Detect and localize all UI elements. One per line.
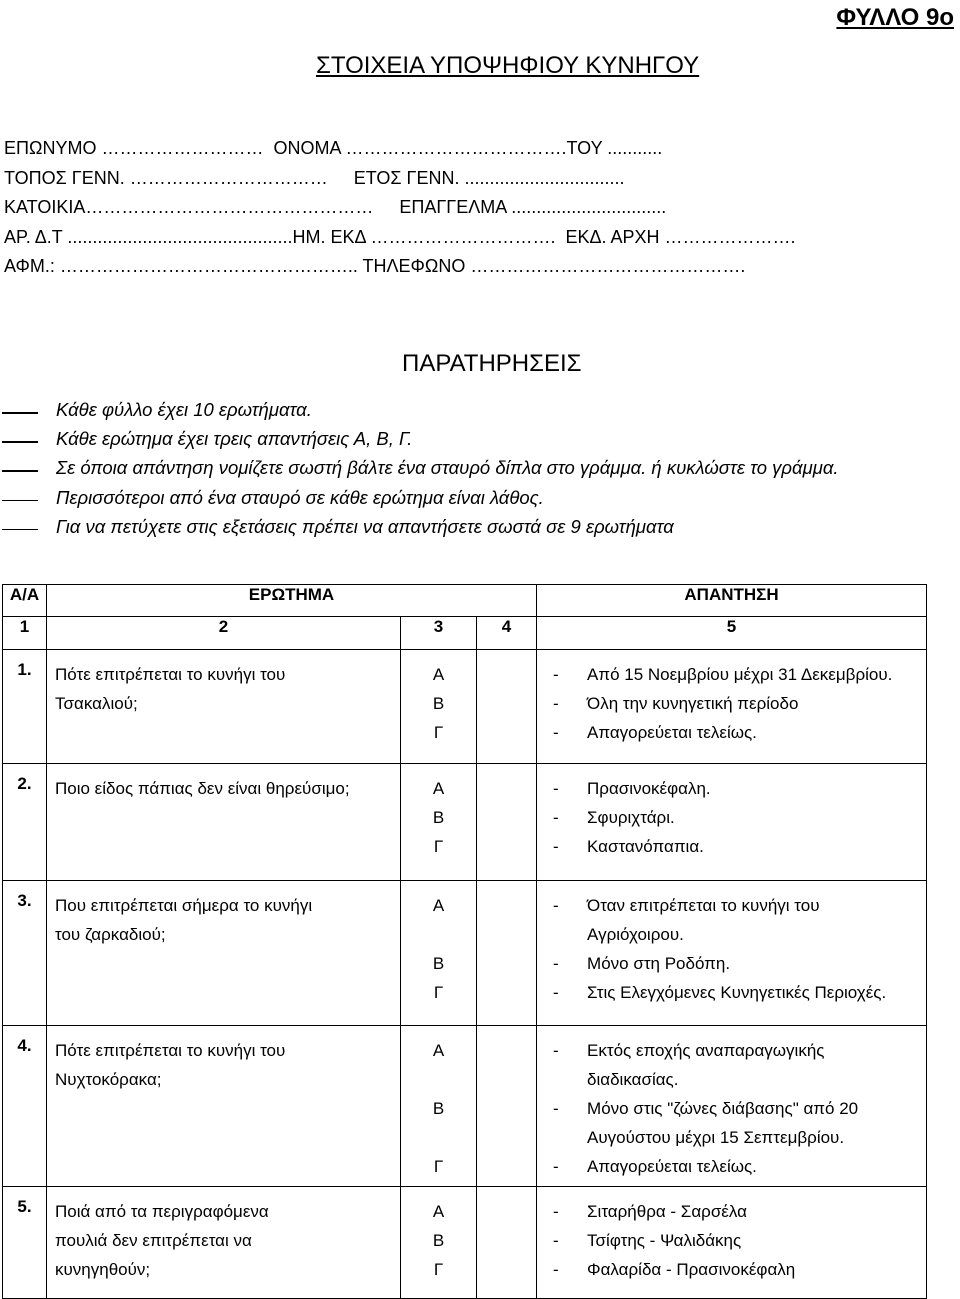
dash-marker: - (553, 837, 559, 856)
answer-text: Αγριόχοιρου. (587, 925, 684, 944)
birthplace-field[interactable]: ΤΟΠΟΣ ΓΕΝΝ. …………………………… (4, 167, 328, 188)
name-field[interactable]: ΟΝΟΜΑ ……………………………….ΤΟΥ ........... (273, 138, 663, 158)
dash-icon (2, 441, 38, 443)
answer-letter[interactable]: Α (432, 896, 445, 915)
question-number: 5. (3, 1187, 47, 1299)
answer-options (537, 881, 927, 1026)
notes-list (0, 398, 960, 544)
tax-phone-field[interactable]: ΑΦΜ.: ………………………………………….. ΤΗΛΕΦΩΝΟ ………………………………………. (4, 256, 746, 276)
answer-option (537, 891, 926, 920)
answer-option (537, 803, 926, 832)
answer-text: Μόνο στη Ροδόπη. (587, 954, 731, 973)
mark-cell[interactable] (477, 881, 537, 1026)
answer-option (537, 718, 926, 747)
dash-marker: - (553, 1041, 559, 1060)
answer-text: Όταν επιτρέπεται το κυνήγι του (587, 896, 820, 915)
answer-letters (401, 1026, 477, 1187)
question-text-line: Πότε επιτρέπεται το κυνήγι του (55, 1041, 286, 1060)
dash-icon (2, 412, 38, 414)
candidate-form (4, 136, 806, 284)
dash-marker: - (553, 1231, 559, 1250)
dash-marker: - (553, 665, 559, 684)
question-text-line: του ζαρκαδιού; (55, 925, 166, 944)
note-item: Περισσότεροι από ένα σταυρό σε κάθε ερώτημα είναι λάθος. (0, 486, 960, 515)
answer-option (537, 774, 926, 803)
answer-option (537, 920, 926, 949)
answer-options (537, 650, 927, 764)
notes-title: ΠΑΡΑΤΗΡΗΣΕΙΣ (402, 350, 582, 377)
col-number: 5 (537, 617, 927, 650)
col-number: 2 (47, 617, 401, 650)
question-number: 1. (3, 650, 47, 764)
answer-letter[interactable]: Β (432, 808, 445, 827)
answer-option (537, 1094, 926, 1123)
answer-option (537, 689, 926, 718)
dash-marker: - (553, 1157, 559, 1176)
question-text-line: Ποιά από τα περιγραφόμενα (55, 1202, 269, 1221)
answer-letter[interactable]: Γ (433, 1157, 444, 1176)
answer-letter[interactable]: Γ (433, 723, 444, 742)
answer-letter[interactable]: Α (432, 1041, 445, 1060)
note-item: Σε όποια απάντηση νομίζετε σωστή βάλτε ένα σταυρό δίπλα στο γράμμα. ή κυκλώστε το γράμμα. (0, 456, 960, 485)
note-item: Κάθε φύλλο έχει 10 ερωτήματα. (0, 398, 960, 427)
table-row (3, 650, 927, 764)
answer-text: Απαγορεύεται τελείως. (587, 723, 757, 742)
answer-letter[interactable]: Α (432, 779, 445, 798)
answer-letters (401, 764, 477, 881)
answer-text: Απαγορεύεται τελείως. (587, 1157, 757, 1176)
question-text (47, 881, 401, 1026)
answer-options (537, 1026, 927, 1187)
questions-table (2, 584, 927, 1299)
note-item: Για να πετύχετε στις εξετάσεις πρέπει να απαντήσετε σωστά σε 9 ερωτήματα (0, 515, 960, 544)
answer-letter[interactable]: Γ (433, 837, 444, 856)
answer-option (537, 978, 926, 1007)
answer-options (537, 764, 927, 881)
question-text-line: Τσακαλιού; (55, 694, 138, 713)
answer-option (537, 1197, 926, 1226)
answer-text: διαδικασίας. (587, 1070, 679, 1089)
answer-text: Φαλαρίδα - Πρασινοκέφαλη (587, 1260, 796, 1279)
question-text-line: Νυχτοκόρακα; (55, 1070, 162, 1089)
answer-letters (401, 881, 477, 1026)
answer-letter[interactable]: Β (432, 1099, 445, 1118)
question-text (47, 1026, 401, 1187)
answer-text: Όλη την κυνηγετική περίοδο (587, 694, 799, 713)
form-line-tax (4, 254, 806, 284)
dash-marker: - (553, 1099, 559, 1118)
table-row (3, 1187, 927, 1299)
form-line-surname (4, 136, 806, 166)
answer-option (537, 660, 926, 689)
answer-option (537, 832, 926, 861)
dash-marker: - (553, 808, 559, 827)
answer-letter[interactable]: Β (432, 954, 445, 973)
answer-text: Πρασινοκέφαλη. (587, 779, 711, 798)
dash-marker: - (553, 694, 559, 713)
answer-letter[interactable] (401, 1123, 476, 1152)
answer-text: Καστανόπαπια. (587, 837, 704, 856)
question-text (47, 764, 401, 881)
answer-text: Αυγούστου μέχρι 15 Σεπτεμβρίου. (587, 1128, 845, 1147)
dash-marker: - (553, 983, 559, 1002)
issuing-authority-field[interactable]: ΕΚΔ. ΑΡΧΗ …………………. (565, 226, 796, 247)
col-number: 4 (477, 617, 537, 650)
surname-field[interactable]: ΕΠΩΝΥΜΟ ……………………… (4, 138, 264, 158)
answer-letters (401, 1187, 477, 1299)
answer-option (537, 1255, 926, 1284)
table-header-row (3, 585, 927, 617)
dash-icon (2, 529, 38, 531)
answer-letter[interactable]: Γ (433, 983, 444, 1002)
mark-cell[interactable] (477, 1187, 537, 1299)
answer-letter[interactable]: Β (432, 1231, 445, 1250)
form-line-birthplace (4, 166, 806, 196)
note-item: Κάθε ερώτημα έχει τρεις απαντήσεις Α, Β, Γ. (0, 427, 960, 456)
form-line-id (4, 225, 806, 255)
answer-text: Στις Ελεγχόμενες Κυνηγετικές Περιοχές. (587, 983, 887, 1002)
question-text-line: κυνηγηθούν; (55, 1260, 151, 1279)
question-text-line: Πότε επιτρέπεται το κυνήγι του (55, 665, 286, 684)
sheet-number: ΦΥΛΛΟ 9ο (836, 4, 954, 31)
dash-icon (2, 500, 38, 502)
answer-option (537, 1123, 926, 1152)
answer-letter[interactable]: Α (432, 665, 445, 684)
dash-marker: - (553, 954, 559, 973)
mark-cell[interactable] (477, 764, 537, 881)
question-text-line: Ποιο είδος πάπιας δεν είναι θηρεύσιμο; (55, 779, 350, 798)
answer-text: Από 15 Νοεμβρίου μέχρι 31 Δεκεμβρίου. (587, 665, 893, 684)
answer-text: Σιταρήθρα - Σαρσέλα (587, 1202, 747, 1221)
question-number: 3. (3, 881, 47, 1026)
page-title: ΣΤΟΙΧΕΙΑ ΥΠΟΨΗΦΙΟΥ ΚΥΝΗΓΟΥ (316, 52, 700, 79)
column-numbers-row (3, 617, 927, 650)
col-number: 1 (3, 617, 47, 650)
birth-year-field[interactable]: ΕΤΟΣ ΓΕΝΝ. ................................ (353, 167, 625, 188)
question-text-line: πουλιά δεν επιτρέπεται να (55, 1231, 252, 1250)
header-idx: Α/Α (3, 585, 47, 617)
dash-marker: - (553, 1202, 559, 1221)
answer-options (537, 1187, 927, 1299)
answer-letter[interactable] (401, 1065, 476, 1094)
dash-marker: - (553, 1260, 559, 1279)
residence-field[interactable]: ΚΑΤΟΙΚΙΑ………………………………………… (4, 197, 374, 217)
answer-option (537, 1152, 926, 1181)
col-number: 3 (401, 617, 477, 650)
answer-letter[interactable]: Α (432, 1202, 445, 1221)
mark-cell[interactable] (477, 650, 537, 764)
answer-option (537, 1065, 926, 1094)
question-text (47, 1187, 401, 1299)
table-row (3, 1026, 927, 1187)
header-answer: ΑΠΑΝΤΗΣΗ (537, 585, 927, 617)
header-question: ΕΡΩΤΗΜΑ (47, 585, 537, 617)
form-line-residence (4, 195, 806, 225)
table-row (3, 881, 927, 1026)
mark-cell[interactable] (477, 1026, 537, 1187)
question-text-line: Που επιτρέπεται σήμερα το κυνήγι (55, 896, 313, 915)
answer-letters (401, 650, 477, 764)
dash-marker: - (553, 896, 559, 915)
question-number: 2. (3, 764, 47, 881)
dash-marker: - (553, 779, 559, 798)
table-row (3, 764, 927, 881)
answer-option (537, 1036, 926, 1065)
answer-text: Εκτός εποχής αναπαραγωγικής (587, 1041, 825, 1060)
profession-field[interactable]: ΕΠΑΓΓΕΛΜΑ ............................... (399, 197, 667, 217)
answer-letter[interactable]: Γ (433, 1260, 444, 1279)
answer-text: Μόνο στις "ζώνες διάβασης" από 20 (587, 1099, 859, 1118)
answer-letter[interactable] (401, 920, 476, 949)
answer-option (537, 1226, 926, 1255)
question-number: 4. (3, 1026, 47, 1187)
answer-text: Σφυριχτάρι. (587, 808, 675, 827)
id-field[interactable]: ΑΡ. Δ.Τ .............................................ΗΜ. ΕΚΔ …………………………. (4, 226, 556, 247)
dash-marker: - (553, 723, 559, 742)
dash-icon (2, 470, 38, 472)
question-text (47, 650, 401, 764)
answer-letter[interactable]: Β (432, 694, 445, 713)
answer-option (537, 949, 926, 978)
answer-text: Τσίφτης - Ψαλιδάκης (587, 1231, 742, 1250)
